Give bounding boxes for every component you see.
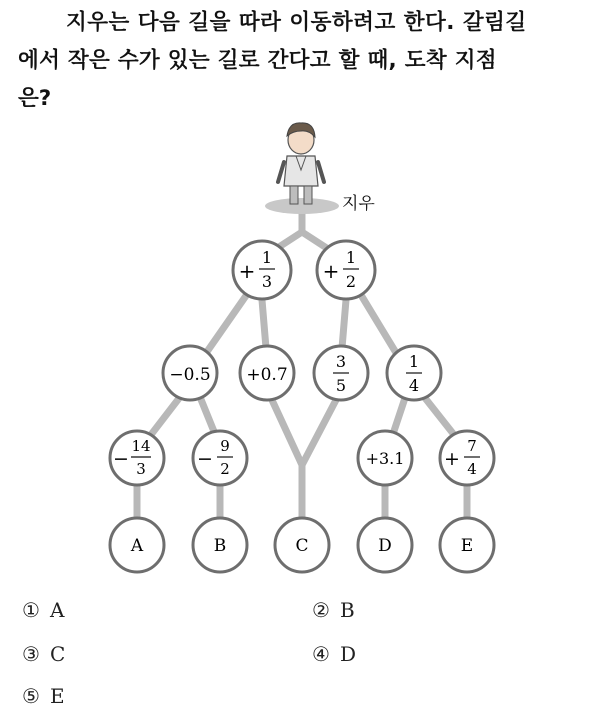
road-l1a-to-l2b <box>262 300 266 348</box>
node-l1-plus-one-third <box>233 241 291 299</box>
node-value: +0.7 <box>246 365 288 385</box>
node-denominator: 4 <box>408 376 420 395</box>
road-l2a-to-l3b <box>200 397 215 434</box>
destination-label: E <box>460 536 474 556</box>
road-l1b-to-l2c <box>342 300 346 348</box>
node-l3-minus-fourteen-thirds <box>110 431 164 485</box>
question-line-3: 은? <box>18 86 52 111</box>
node-l2-plus-0-7 <box>240 346 294 400</box>
destination-label: D <box>378 536 392 556</box>
choice-number: ④ <box>312 642 330 666</box>
choice-2[interactable] <box>312 598 355 622</box>
node-l3-minus-nine-halves <box>193 431 247 485</box>
destination-e <box>440 518 494 572</box>
person-icon <box>278 123 324 204</box>
choice-label: D <box>339 642 356 666</box>
choice-number: ② <box>312 598 330 622</box>
choice-1[interactable] <box>22 598 64 622</box>
destination-d <box>358 518 412 572</box>
node-numerator: 1 <box>261 248 273 267</box>
node-l3-plus-3-1 <box>358 431 412 485</box>
node-numerator: 1 <box>345 248 357 267</box>
road-l2d-to-l3c <box>393 398 405 434</box>
node-numerator: 7 <box>467 437 477 455</box>
choice-3[interactable] <box>22 642 65 666</box>
node-denominator: 5 <box>335 376 347 395</box>
choice-4[interactable] <box>312 642 356 666</box>
node-l2-one-quarter <box>387 346 441 400</box>
destination-label: A <box>130 536 144 556</box>
choice-label: C <box>49 642 66 666</box>
node-l2-minus-0-5 <box>163 346 217 400</box>
node-sign: + <box>322 259 340 283</box>
node-denominator: 3 <box>136 460 146 478</box>
question-line-2: 에서 작은 수가 있는 길로 간다고 할 때, 도착 지점 <box>18 48 497 73</box>
start-pad <box>265 198 339 214</box>
node-value: +3.1 <box>365 449 405 468</box>
choice-label: E <box>49 684 65 708</box>
node-sign: + <box>444 448 460 470</box>
choice-number: ③ <box>22 642 40 666</box>
choice-label: B <box>339 598 355 622</box>
choice-number: ① <box>22 598 40 622</box>
destination-a <box>110 518 164 572</box>
node-numerator: 14 <box>131 437 151 455</box>
destination-b <box>193 518 247 572</box>
choice-label: A <box>49 598 65 622</box>
question-line-1: 지우는 다음 길을 따라 이동하려고 한다. 갈림길 <box>66 10 527 35</box>
node-sign: − <box>113 448 129 470</box>
node-l1-plus-one-half <box>317 241 375 299</box>
node-denominator: 2 <box>345 272 357 291</box>
node-sign: + <box>238 259 256 283</box>
choice-number: ⑤ <box>22 684 40 708</box>
node-denominator: 4 <box>467 460 477 478</box>
node-numerator: 3 <box>335 352 347 371</box>
road-l2d-to-l3d <box>425 398 455 436</box>
node-l2-three-fifths <box>314 346 368 400</box>
destination-c <box>275 518 329 572</box>
answer-choices <box>22 592 582 720</box>
road-l2b-to-merge <box>272 400 302 465</box>
road-l1b-to-l2d <box>358 290 398 356</box>
road-l2c-to-merge <box>302 400 336 465</box>
destination-label: B <box>213 536 227 556</box>
node-denominator: 2 <box>220 460 230 478</box>
person-label: 지우 <box>342 194 375 214</box>
node-sign: − <box>197 448 213 470</box>
node-denominator: 3 <box>261 272 273 291</box>
node-l3-plus-seven-quarters <box>440 431 494 485</box>
node-numerator: 9 <box>220 437 230 455</box>
choice-5[interactable] <box>22 684 65 708</box>
road-l2a-to-l3a <box>150 397 180 436</box>
node-value: −0.5 <box>169 365 211 385</box>
road-l1a-to-l2a <box>204 290 250 356</box>
node-numerator: 1 <box>408 352 420 371</box>
destination-label: C <box>295 536 309 556</box>
